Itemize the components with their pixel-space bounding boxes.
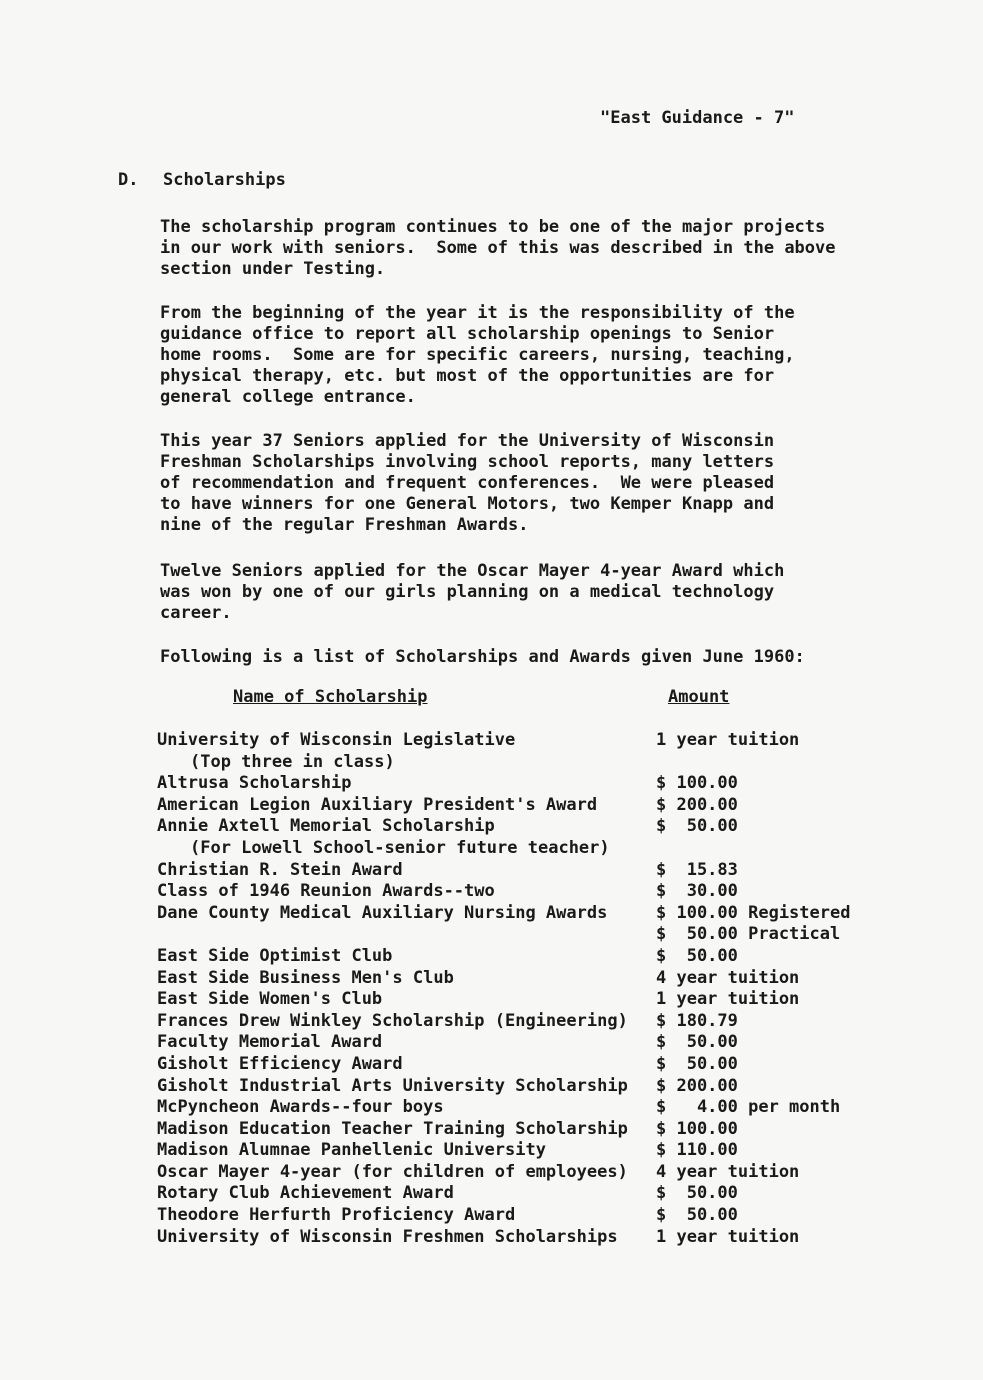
scholarship-name: Annie Axtell Memorial Scholarship: [157, 816, 495, 837]
paragraph-line: of recommendation and frequent conferences. We were pleased: [160, 473, 775, 493]
paragraph-line: career.: [160, 603, 232, 623]
scholarship-amount: $ 30.00: [656, 881, 738, 902]
scholarship-name: Theodore Herfurth Proficiency Award: [157, 1205, 516, 1226]
table-row: [0, 1076, 983, 1098]
table-row: [0, 860, 983, 882]
paragraph-line: Freshman Scholarships involving school reports, many letters: [160, 452, 775, 472]
scholarship-name: Christian R. Stein Award: [157, 859, 403, 880]
scholarship-name: East Side Women's Club: [157, 989, 383, 1010]
scholarship-name: Rotary Club Achievement Award: [157, 1183, 454, 1204]
table-row: [0, 1054, 983, 1076]
table-row: [0, 752, 983, 774]
paragraph-line: to have winners for one General Motors, two Kemper Knapp and: [160, 494, 775, 514]
scholarship-name: Madison Alumnae Panhellenic University: [157, 1140, 546, 1161]
scholarship-name: Faculty Memorial Award: [157, 1032, 383, 1053]
scholarship-amount: 4 year tuition: [656, 967, 800, 988]
scholarship-amount: 4 year tuition: [656, 1161, 800, 1182]
paragraph-line: was won by one of our girls planning on a medical technology: [160, 582, 775, 602]
scholarship-name: University of Wisconsin Legislative: [157, 730, 516, 750]
table-row: [0, 795, 983, 817]
scholarship-amount: $ 100.00: [656, 1118, 738, 1139]
table-row: [0, 946, 983, 968]
scholarship-amount: $ 50.00: [656, 945, 738, 966]
scholarship-amount: 1 year tuition: [656, 1226, 800, 1247]
table-row: [0, 816, 983, 838]
scholarship-amount: $ 50.00: [656, 1032, 738, 1053]
paragraph-line: This year 37 Seniors applied for the University of Wisconsin: [160, 431, 775, 451]
page-label: "East Guidance - 7": [600, 108, 795, 128]
scholarship-amount: $ 180.79: [656, 1010, 738, 1031]
table-row: [0, 730, 983, 752]
scholarship-amount: $ 50.00: [656, 1053, 738, 1074]
paragraph-line: section under Testing.: [160, 259, 386, 279]
scholarship-amount: 1 year tuition: [656, 730, 800, 750]
scholarship-name: East Side Business Men's Club: [157, 967, 454, 988]
paragraph-line: general college entrance.: [160, 387, 416, 407]
paragraph-line: guidance office to report all scholarship openings to Senior: [160, 324, 775, 344]
table-row: [0, 1119, 983, 1141]
table-row: [0, 1205, 983, 1227]
scholarship-name: Madison Education Teacher Training Scholarship: [157, 1118, 628, 1139]
paragraph-list-intro: [160, 647, 805, 668]
paragraph-line: Twelve Seniors applied for the Oscar Mayer 4-year Award which: [160, 561, 785, 581]
scholarship-table: [0, 730, 983, 1248]
table-row: [0, 924, 983, 946]
table-row: [0, 1011, 983, 1033]
table-row: [0, 838, 983, 860]
section-title: Scholarships: [163, 170, 286, 190]
paragraph-wisconsin-applicants: [160, 431, 774, 536]
scholarship-amount: $ 50.00: [656, 1183, 738, 1204]
scholarship-amount: $ 200.00: [656, 1075, 738, 1096]
scholarship-amount: $ 50.00 Practical: [656, 924, 841, 945]
paragraph-line: in our work with seniors. Some of this was described in the above: [160, 238, 836, 258]
paragraph-line: physical therapy, etc. but most of the opportunities are for: [160, 366, 775, 386]
table-row: [0, 1140, 983, 1162]
scholarship-name: University of Wisconsin Freshmen Scholarships: [157, 1226, 618, 1247]
scholarship-amount: 1 year tuition: [656, 989, 800, 1010]
scholarship-amount: $ 4.00 per month: [656, 1097, 841, 1118]
paragraph-scholarship-program: [160, 217, 836, 280]
paragraph-oscar-mayer: [160, 561, 784, 624]
paragraph-line: From the beginning of the year it is the responsibility of the: [160, 303, 795, 323]
scholarship-amount: $ 50.00: [656, 1205, 738, 1226]
scholarship-name: Gisholt Industrial Arts University Scholarship: [157, 1075, 628, 1096]
scholarship-name: East Side Optimist Club: [157, 945, 393, 966]
table-row: [0, 1097, 983, 1119]
scholarship-amount: $ 110.00: [656, 1140, 738, 1161]
column-header-amount: Amount: [668, 687, 730, 707]
table-row: [0, 968, 983, 990]
scholarship-amount: $ 100.00 Registered: [656, 902, 851, 923]
scholarship-name: Frances Drew Winkley Scholarship (Engineering): [157, 1010, 628, 1031]
table-row: [0, 1227, 983, 1249]
scholarship-name: (For Lowell School-senior future teacher): [190, 837, 610, 858]
scholarship-name: McPyncheon Awards--four boys: [157, 1097, 444, 1118]
paragraph-guidance-office: [160, 303, 795, 408]
table-row: [0, 903, 983, 925]
scholarship-amount: $ 100.00: [656, 773, 738, 794]
table-row: [0, 1183, 983, 1205]
scholarship-name: Gisholt Efficiency Award: [157, 1053, 403, 1074]
table-row: [0, 1162, 983, 1184]
paragraph-line: Following is a list of Scholarships and Awards given June 1960:: [160, 647, 805, 667]
scholarship-name: Oscar Mayer 4-year (for children of employees): [157, 1161, 628, 1182]
column-header-name: Name of Scholarship: [233, 687, 428, 707]
table-row: [0, 1032, 983, 1054]
table-row: [0, 881, 983, 903]
scholarship-name: (Top three in class): [190, 751, 395, 772]
table-row: [0, 773, 983, 795]
scholarship-amount: $ 200.00: [656, 794, 738, 815]
scholarship-name: Class of 1946 Reunion Awards--two: [157, 881, 495, 902]
paragraph-line: The scholarship program continues to be one of the major projects: [160, 217, 826, 237]
section-letter: D.: [118, 170, 139, 190]
scholarship-name: American Legion Auxiliary President's Award: [157, 794, 598, 815]
scholarship-name: Dane County Medical Auxiliary Nursing Awards: [157, 902, 608, 923]
paragraph-line: home rooms. Some are for specific careers, nursing, teaching,: [160, 345, 795, 365]
table-row: [0, 989, 983, 1011]
paragraph-line: nine of the regular Freshman Awards.: [160, 515, 529, 535]
scholarship-name: Altrusa Scholarship: [157, 773, 352, 794]
scholarship-amount: $ 15.83: [656, 859, 738, 880]
scholarship-amount: $ 50.00: [656, 816, 738, 837]
